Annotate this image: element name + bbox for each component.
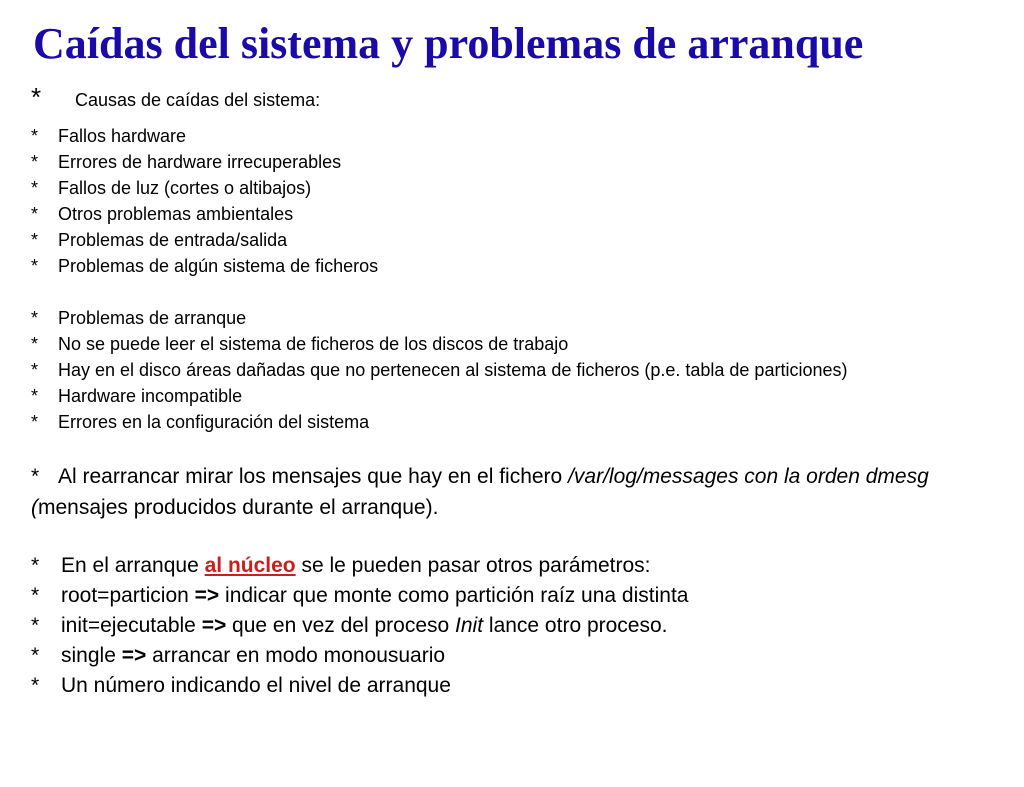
list-item-text: Problemas de arranque <box>58 308 247 328</box>
list-item-text-end: indicar que monte como partición raíz una distinta <box>219 584 689 607</box>
list-item <box>31 383 847 409</box>
bullet-star: * <box>31 674 40 697</box>
slide-title: Caídas del sistema y problemas de arranque <box>33 19 864 68</box>
bullet-star: * <box>31 614 40 637</box>
bullet-star: * <box>31 178 39 198</box>
bullet-star: * <box>31 360 39 380</box>
list-item-text: Un número indicando el nivel de arranque <box>61 674 451 697</box>
arrow-symbol: => <box>201 614 227 637</box>
bullet-star: * <box>31 386 39 406</box>
kernel-link[interactable]: al núcleo <box>204 554 296 577</box>
list-item-text: Hay en el disco áreas dañadas que no pertenecen al sistema de ficheros (p.e. tabla de particiones) <box>58 360 848 380</box>
bullet-star: * <box>31 308 39 328</box>
list-item-text: Errores de hardware irrecuperables <box>58 152 342 172</box>
list-item <box>31 227 378 253</box>
bullet-star: * <box>31 644 40 667</box>
list-item-text-end: se le pueden pasar otros parámetros: <box>295 554 651 577</box>
bullet-star: * <box>31 412 39 432</box>
list-item <box>31 357 847 383</box>
list-item <box>31 641 688 671</box>
paragraph-italic: /var/log/messages con la orden dmesg ( <box>31 465 929 519</box>
bullet-star: * <box>31 204 39 224</box>
intro-text: Causas de caídas del sistema: <box>75 90 321 110</box>
list-item <box>31 581 688 611</box>
bullet-star: * <box>31 256 39 276</box>
list-item-text-end: lance otro proceso. <box>483 614 668 637</box>
list-item <box>31 611 688 641</box>
list-item-text-mid: que en vez del proceso <box>226 614 456 637</box>
list-item-text: Hardware incompatible <box>58 386 243 406</box>
bullet-star: * <box>31 334 39 354</box>
reboot-paragraph <box>31 461 991 523</box>
bullet-star: * <box>31 584 40 607</box>
arrow-symbol: => <box>194 584 220 607</box>
list-item <box>31 175 378 201</box>
list-item-text-end: arrancar en modo monousuario <box>146 644 446 667</box>
bullet-star: * <box>31 554 40 577</box>
list-item-text: single <box>61 644 122 667</box>
crash-causes-list <box>31 123 378 279</box>
list-item <box>31 331 847 357</box>
list-item-text: No se puede leer el sistema de ficheros de los discos de trabajo <box>58 334 569 354</box>
list-item <box>31 253 378 279</box>
bullet-star: * <box>31 126 39 146</box>
boot-problems-list <box>31 305 847 435</box>
list-item-text: init=ejecutable <box>61 614 202 637</box>
list-item <box>31 671 688 701</box>
kernel-params-list <box>31 551 688 701</box>
list-item-text: Fallos de luz (cortes o altibajos) <box>58 178 312 198</box>
bullet-star: * <box>31 230 39 250</box>
paragraph-text: Al rearrancar mirar los mensajes que hay en el fichero <box>58 465 569 488</box>
list-item <box>31 149 378 175</box>
list-item-text: Problemas de algún sistema de ficheros <box>58 256 379 276</box>
paragraph-text-end: mensajes producidos durante el arranque). <box>38 496 439 519</box>
list-item <box>31 551 688 581</box>
list-item-text: Otros problemas ambientales <box>58 204 294 224</box>
arrow-symbol: => <box>121 644 147 667</box>
list-item-italic: Init <box>455 614 484 637</box>
list-item <box>31 409 847 435</box>
list-item <box>31 123 378 149</box>
bullet-star: * <box>31 465 40 488</box>
list-item <box>31 201 378 227</box>
bullet-star: * <box>31 82 42 112</box>
list-item-text: Errores en la configuración del sistema <box>58 412 370 432</box>
list-item-text: Fallos hardware <box>58 126 187 146</box>
list-item-text: root=particion <box>61 584 195 607</box>
list-item <box>31 305 847 331</box>
bullet-star: * <box>31 152 39 172</box>
list-item-text: En el arranque <box>61 554 205 577</box>
intro-line <box>31 82 320 113</box>
list-item-text: Problemas de entrada/salida <box>58 230 288 250</box>
